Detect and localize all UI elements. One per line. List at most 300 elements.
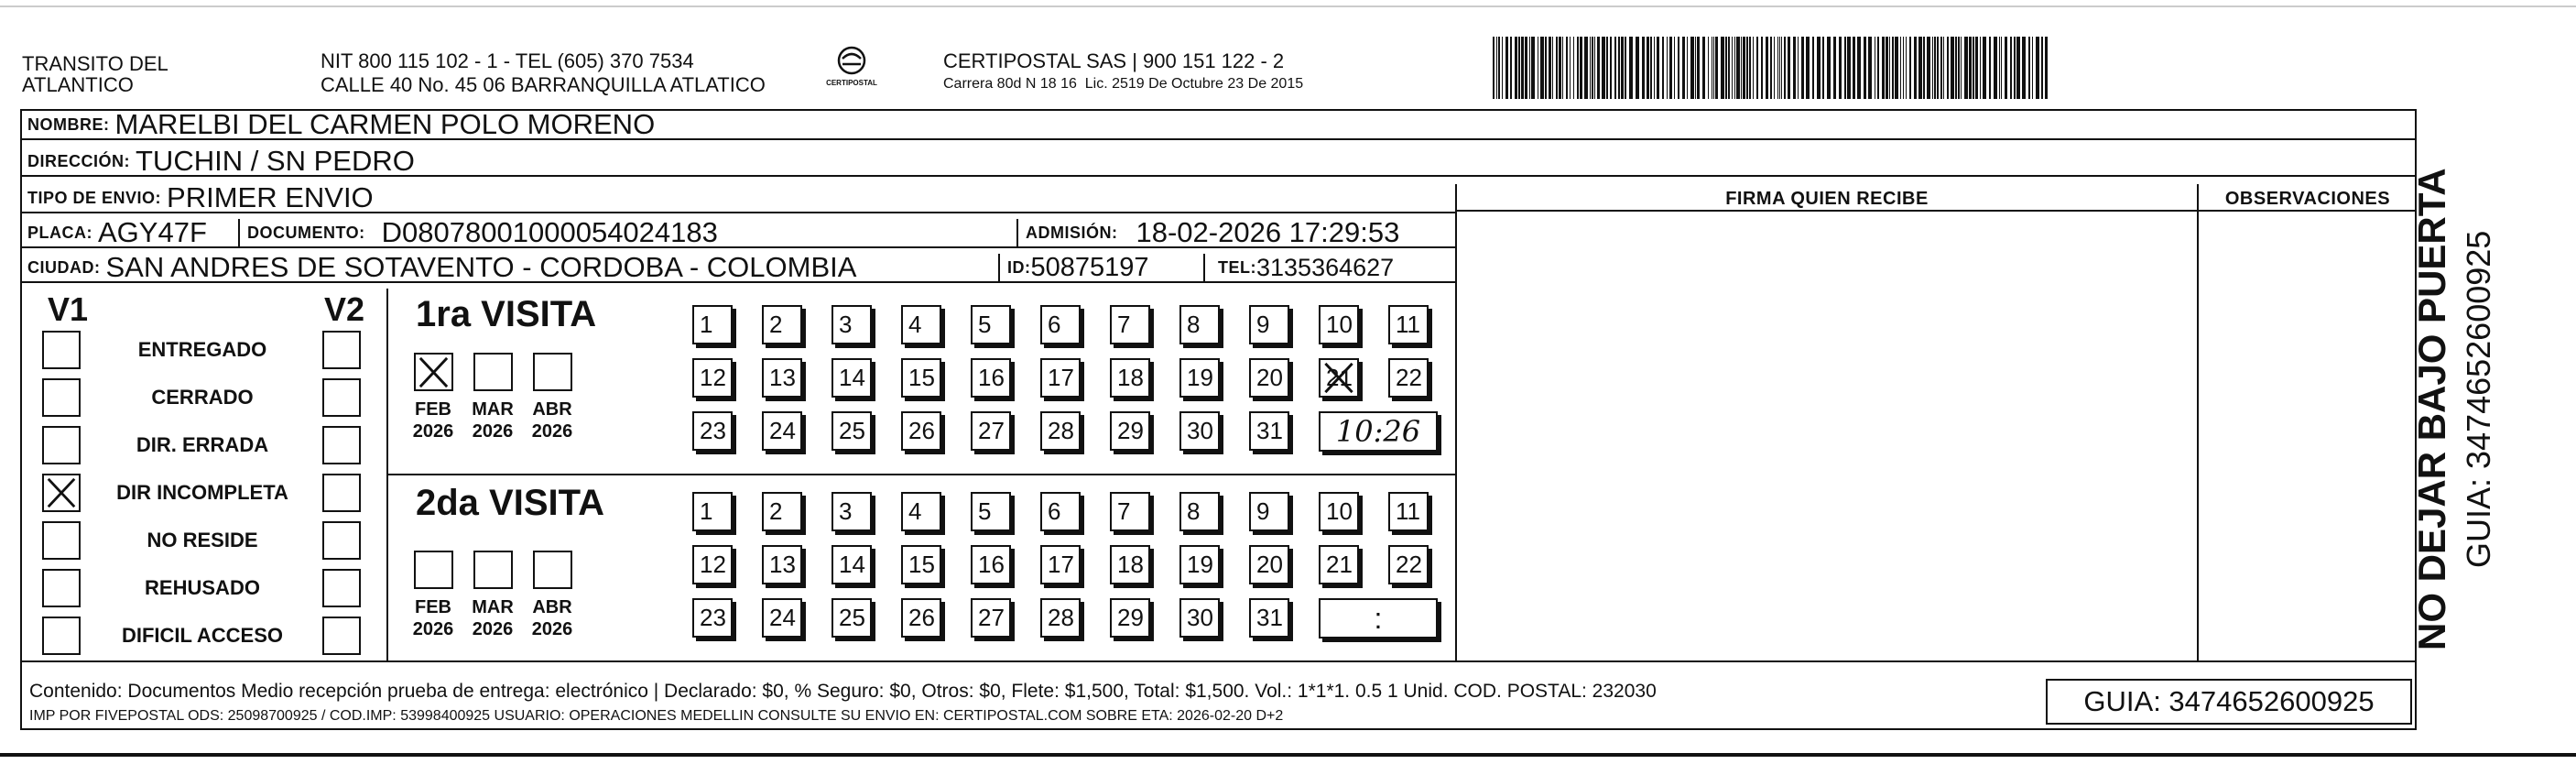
barcode-bar [1934, 37, 1936, 99]
v1-checkbox[interactable] [42, 617, 81, 655]
day-3[interactable] [831, 305, 872, 344]
tel-label: TEL: [1218, 257, 1256, 277]
day-15[interactable] [901, 358, 941, 398]
barcode-bar [1969, 37, 1972, 99]
day-22[interactable] [1388, 358, 1429, 398]
barcode-bar [1552, 37, 1553, 99]
footer-guia: GUIA: 3474652600925 [2046, 679, 2412, 725]
barcode-bar [1736, 37, 1740, 99]
barcode-bar [1708, 37, 1709, 99]
day-14[interactable] [831, 358, 872, 398]
barcode-bar [1777, 37, 1778, 99]
row-placa [22, 219, 1455, 248]
day-number: 28 [1048, 417, 1074, 444]
recipient-id: 50875197 [1030, 254, 1149, 282]
side-guia: GUIA: 3474652600925 [2460, 230, 2497, 568]
day-number: 11 [1396, 497, 1420, 525]
day-number: 3 [839, 311, 853, 338]
day-number: 26 [908, 417, 935, 444]
month-year: 2026 [412, 619, 454, 639]
day-number: 19 [1187, 364, 1213, 391]
barcode-bar [1545, 37, 1547, 99]
day-8[interactable] [1179, 305, 1220, 344]
day-number: 29 [1117, 417, 1144, 444]
day-20[interactable] [1249, 545, 1289, 584]
barcode-bar [1695, 37, 1696, 99]
day-number: 7 [1117, 497, 1131, 525]
day-12[interactable] [692, 358, 733, 398]
barcode-bar [1964, 37, 1968, 99]
row-tipo-envio [22, 184, 1455, 213]
barcode-bar [1943, 37, 1944, 99]
visit-time[interactable]: 10:26 [1319, 411, 1438, 452]
reason-label: DIFICIL ACCESO [121, 624, 283, 647]
placa-cell [22, 219, 240, 246]
day-21[interactable] [1319, 358, 1359, 398]
barcode-bar [1973, 37, 1974, 99]
barcode-bar [1734, 37, 1735, 99]
nombre-label: NOMBRE: [27, 115, 110, 134]
barcode-bar [1999, 37, 2000, 99]
barcode-bar [1502, 37, 1503, 99]
day-19[interactable] [1179, 358, 1220, 398]
v1-checkbox[interactable] [42, 521, 81, 560]
day-number: 13 [769, 551, 796, 578]
status-block [22, 289, 388, 660]
day-31[interactable] [1249, 411, 1289, 451]
barcode-bar [1614, 37, 1616, 99]
day-18[interactable] [1110, 358, 1150, 398]
day-number: 20 [1256, 551, 1283, 578]
plate-number: AGY47F [98, 219, 207, 248]
recipient-name: MARELBI DEL CARMEN POLO MORENO [114, 111, 656, 140]
id-cell [1000, 254, 1205, 281]
day-number: 22 [1396, 364, 1422, 391]
month-name: FEB [415, 597, 451, 617]
barcode-bar [1906, 37, 1907, 99]
v1-checkbox[interactable] [42, 474, 81, 512]
placa-label: PLACA: [27, 223, 92, 242]
month-checkbox[interactable] [473, 353, 513, 391]
barcode-bar [1779, 37, 1780, 99]
observations-area [2199, 212, 2417, 660]
barcode-bar [1625, 37, 1626, 99]
barcode-bar [1650, 37, 1652, 99]
barcode-bar [1909, 37, 1911, 99]
day-number: 27 [978, 604, 1005, 631]
day-10[interactable] [1319, 492, 1359, 531]
barcode-bar [1715, 37, 1718, 99]
barcode-bar [1525, 37, 1527, 99]
direccion-label: DIRECCIÓN: [27, 151, 130, 170]
document-number: D08078001000054024183 [381, 219, 718, 248]
day-number: 11 [1396, 311, 1420, 338]
barcode-bar [1753, 37, 1754, 99]
day-20[interactable] [1249, 358, 1289, 398]
day-number: 7 [1117, 311, 1131, 338]
row-direccion [22, 147, 2415, 177]
day-12[interactable] [692, 545, 733, 584]
barcode-bar [1781, 37, 1782, 99]
row-ciudad [22, 254, 1455, 283]
day-4[interactable] [901, 492, 941, 531]
barcode-bar [1610, 37, 1612, 99]
day-number: 14 [839, 364, 865, 391]
top-edge-line [0, 5, 2576, 7]
day-30[interactable] [1179, 598, 1220, 638]
barcode-bar [1510, 37, 1512, 99]
barcode-bar [1515, 37, 1517, 99]
day-31[interactable] [1249, 598, 1289, 638]
footer-contenido: Contenido: Documentos Medio recepción prueba de entrega: electrónico | Declarado: $0, % Seguro: $0, Otros: $0, Flete: $1,500, Total: $1,500. Vol.: 1*1*1. 0.5 1 Unid. COD. POSTAL: 232030 [29, 681, 1657, 702]
footer-imp: IMP POR FIVEPOSTAL ODS: 25098700925 / COD.IMP: 53998400925 USUARIO: OPERACIONES MEDELLIN CONSULTE SU ENVIO EN: CERTIPOSTAL.COM SOBRE ETA: 2026-02-20 D+2 [29, 708, 1284, 724]
firma-header: FIRMA QUIEN RECIBE [1725, 189, 1929, 209]
barcode-bar [1618, 37, 1620, 99]
day-number: 2 [769, 311, 783, 338]
visit-time[interactable]: : [1319, 598, 1438, 638]
day-number: 19 [1187, 551, 1213, 578]
barcode-bar [1940, 37, 1942, 99]
barcode-bar [1784, 37, 1786, 99]
month-checkbox[interactable] [533, 551, 572, 589]
bottom-edge-line [0, 753, 2576, 757]
day-7[interactable] [1110, 492, 1150, 531]
barcode-bar [1989, 37, 1991, 99]
month-name: ABR [532, 399, 572, 420]
barcode-bar [2028, 37, 2030, 99]
v1-checkbox[interactable] [42, 378, 81, 417]
day-number: 4 [908, 311, 922, 338]
sender-nit: NIT 800 115 102 - 1 - TEL (605) 370 7534 [321, 49, 694, 72]
day-number: 31 [1256, 417, 1283, 444]
barcode-bar [1636, 37, 1639, 99]
day-28[interactable] [1040, 598, 1081, 638]
month-label [401, 596, 465, 640]
barcode-bar [1812, 37, 1814, 99]
day-16[interactable] [971, 545, 1011, 584]
day-number: 23 [700, 604, 726, 631]
day-number: 12 [700, 551, 726, 578]
delivery-form [20, 109, 2417, 730]
day-8[interactable] [1179, 492, 1220, 531]
day-number: 21 [1326, 551, 1353, 578]
day-number: 25 [839, 604, 865, 631]
barcode-bar [1592, 37, 1593, 99]
day-number: 24 [769, 417, 796, 444]
day-number: 15 [908, 364, 935, 391]
month-label [520, 596, 584, 640]
day-number: 30 [1187, 604, 1213, 631]
day-6[interactable] [1040, 305, 1081, 344]
barcode-bar [1766, 37, 1768, 99]
second-visit [388, 475, 1455, 660]
day-18[interactable] [1110, 545, 1150, 584]
barcode-bar [1577, 37, 1579, 99]
barcode-bar [1580, 37, 1582, 99]
barcode-bar [1847, 37, 1851, 99]
second-visit-title: 2da VISITA [416, 483, 604, 523]
day-number: 10 [1326, 311, 1353, 338]
day-16[interactable] [971, 358, 1011, 398]
month-label [461, 596, 525, 640]
side-notice: NO DEJAR BAJO PUERTA [2410, 168, 2453, 650]
barcode-bar [1678, 37, 1679, 99]
barcode-bar [1573, 37, 1574, 99]
admision-cell [1018, 219, 1455, 246]
day-14[interactable] [831, 545, 872, 584]
barcode-bar [1647, 37, 1649, 99]
barcode-bar [1937, 37, 1939, 99]
barcode-bar [1932, 37, 1933, 99]
reason-label: ENTREGADO [137, 338, 267, 361]
day-29[interactable] [1110, 411, 1150, 451]
day-11[interactable] [1388, 305, 1429, 344]
check-x-icon [44, 475, 79, 510]
barcode-bar [1629, 37, 1633, 99]
footer-line [22, 660, 2415, 662]
v2-checkbox[interactable] [322, 474, 361, 512]
month-checkbox[interactable] [414, 353, 453, 391]
barcode-bar [2036, 37, 2039, 99]
barcode-bar [1749, 37, 1751, 99]
barcode-bar [1853, 37, 1855, 99]
day-5[interactable] [971, 492, 1011, 531]
sender-name-line2: ATLANTICO [22, 73, 134, 96]
v1-checkbox[interactable] [42, 331, 81, 369]
barcode-bar [1667, 37, 1668, 99]
day-2[interactable] [762, 492, 802, 531]
ciudad-label: CIUDAD: [27, 257, 101, 277]
v2-checkbox[interactable] [322, 569, 361, 607]
month-name: ABR [532, 597, 572, 617]
day-2[interactable] [762, 305, 802, 344]
tipo-envio-label: TIPO DE ENVIO: [27, 188, 162, 207]
id-label: ID: [1007, 257, 1031, 277]
month-checkbox[interactable] [473, 551, 513, 589]
barcode-bar [1994, 37, 1997, 99]
month-year: 2026 [472, 619, 514, 639]
barcode-bar [1594, 37, 1595, 99]
day-25[interactable] [831, 598, 872, 638]
day-number: 30 [1187, 417, 1213, 444]
day-number: 13 [769, 364, 796, 391]
v2-checkbox[interactable] [322, 331, 361, 369]
barcode-bar [1793, 37, 1796, 99]
day-28[interactable] [1040, 411, 1081, 451]
day-5[interactable] [971, 305, 1011, 344]
day-24[interactable] [762, 598, 802, 638]
day-10[interactable] [1319, 305, 1359, 344]
day-number: 17 [1048, 364, 1074, 391]
day-number: 15 [908, 551, 935, 578]
barcode-bar [1505, 37, 1508, 99]
barcode-bar [1621, 37, 1624, 99]
barcode-bar [1833, 37, 1836, 99]
barcode-bar [1801, 37, 1804, 99]
barcode-bar [1975, 37, 1978, 99]
month-name: MAR [472, 399, 514, 420]
day-number: 5 [978, 497, 992, 525]
barcode-bar [1496, 37, 1497, 99]
courier-license: Carrera 80d N 18 16 Lic. 2519 De Octubre 23 De 2015 [943, 76, 1304, 92]
barcode-bar [1590, 37, 1591, 99]
day-24[interactable] [762, 411, 802, 451]
recipient-address: TUCHIN / SN PEDRO [136, 147, 415, 177]
barcode-bar [1642, 37, 1645, 99]
documento-cell [240, 219, 1018, 246]
day-13[interactable] [762, 545, 802, 584]
day-29[interactable] [1110, 598, 1150, 638]
barcode-bar [1947, 37, 1949, 99]
day-19[interactable] [1179, 545, 1220, 584]
barcode-bar [1900, 37, 1901, 99]
barcode-bar [1983, 37, 1986, 99]
barcode-bar [1498, 37, 1500, 99]
check-x-icon [416, 355, 451, 390]
certipostal-logo-icon [820, 44, 884, 97]
signature-area [1457, 212, 2197, 660]
barcode-bar [1540, 37, 1544, 99]
barcode-bar [1788, 37, 1790, 99]
reason-label: NO RESIDE [147, 529, 258, 551]
month-checkbox[interactable] [533, 353, 572, 391]
v1-checkbox[interactable] [42, 426, 81, 464]
day-17[interactable] [1040, 358, 1081, 398]
day-6[interactable] [1040, 492, 1081, 531]
barcode-bar [1674, 37, 1675, 99]
visits-block [388, 289, 1455, 660]
barcode-bar [1743, 37, 1745, 99]
day-7[interactable] [1110, 305, 1150, 344]
day-number: 6 [1048, 497, 1061, 525]
barcode-bar [1761, 37, 1763, 99]
day-13[interactable] [762, 358, 802, 398]
day-22[interactable] [1388, 545, 1429, 584]
day-number: 1 [700, 497, 713, 525]
barcode [1493, 37, 2051, 99]
first-visit [388, 289, 1455, 474]
observaciones-header: OBSERVACIONES [2224, 189, 2391, 209]
barcode-bar [1529, 37, 1530, 99]
barcode-bar [1741, 37, 1742, 99]
day-number: 25 [839, 417, 865, 444]
barcode-bar [2016, 37, 2020, 99]
barcode-bar [1839, 37, 1842, 99]
barcode-bar [1822, 37, 1824, 99]
month-checkbox[interactable] [414, 551, 453, 589]
courier-name: CERTIPOSTAL SAS | 900 151 122 - 2 [943, 49, 1285, 72]
day-25[interactable] [831, 411, 872, 451]
day-1[interactable] [692, 492, 733, 531]
day-1[interactable] [692, 305, 733, 344]
barcode-bar [1657, 37, 1659, 99]
barcode-bar [1518, 37, 1520, 99]
barcode-bar [1868, 37, 1872, 99]
barcode-bar [1584, 37, 1588, 99]
row-nombre [22, 111, 2415, 140]
barcode-bar [1559, 37, 1561, 99]
day-30[interactable] [1179, 411, 1220, 451]
barcode-bar [1774, 37, 1775, 99]
day-11[interactable] [1388, 492, 1429, 531]
tel-cell [1205, 254, 1455, 281]
day-number: 5 [978, 311, 992, 338]
v2-checkbox[interactable] [322, 521, 361, 560]
barcode-bar [2014, 37, 2016, 99]
barcode-bar [1806, 37, 1810, 99]
barcode-bar [2010, 37, 2012, 99]
day-number: 9 [1256, 497, 1270, 525]
day-17[interactable] [1040, 545, 1081, 584]
day-4[interactable] [901, 305, 941, 344]
barcode-bar [1980, 37, 1981, 99]
barcode-bar [1903, 37, 1904, 99]
barcode-bar [1756, 37, 1758, 99]
barcode-bar [1713, 37, 1714, 99]
day-23[interactable] [692, 598, 733, 638]
day-number: 18 [1117, 364, 1144, 391]
check-x-icon [1321, 360, 1357, 396]
reason-label: REHUSADO [145, 576, 260, 599]
day-number: 31 [1256, 604, 1283, 631]
v2-checkbox[interactable] [322, 378, 361, 417]
barcode-bar [1549, 37, 1551, 99]
barcode-bar [1728, 37, 1730, 99]
day-3[interactable] [831, 492, 872, 531]
barcode-bar [1895, 37, 1898, 99]
barcode-bar [1521, 37, 1524, 99]
barcode-bar [1690, 37, 1694, 99]
v2-checkbox[interactable] [322, 426, 361, 464]
day-number: 20 [1256, 364, 1283, 391]
barcode-bar [1817, 37, 1821, 99]
barcode-bar [2005, 37, 2007, 99]
barcode-bar [1654, 37, 1655, 99]
day-27[interactable] [971, 598, 1011, 638]
day-9[interactable] [1249, 492, 1289, 531]
day-9[interactable] [1249, 305, 1289, 344]
month-name: FEB [415, 399, 451, 420]
barcode-bar [1877, 37, 1879, 99]
city: SAN ANDRES DE SOTAVENTO - CORDOBA - COLOMBIA [105, 254, 857, 283]
admision-label: ADMISIÓN: [1026, 223, 1118, 242]
barcode-bar [1927, 37, 1930, 99]
shipment-type: PRIMER ENVIO [167, 184, 374, 213]
barcode-bar [1566, 37, 1568, 99]
day-26[interactable] [901, 411, 941, 451]
barcode-bar [1886, 37, 1888, 99]
day-27[interactable] [971, 411, 1011, 451]
day-number: 16 [978, 551, 1005, 578]
month-year: 2026 [472, 421, 514, 442]
day-15[interactable] [901, 545, 941, 584]
month-year: 2026 [531, 619, 573, 639]
barcode-bar [1725, 37, 1727, 99]
v2-checkbox[interactable] [322, 617, 361, 655]
day-23[interactable] [692, 411, 733, 451]
month-label [401, 398, 465, 442]
reason-label: DIR. ERRADA [136, 433, 269, 456]
day-number: 10 [1326, 497, 1353, 525]
barcode-bar [1556, 37, 1558, 99]
day-number: 8 [1187, 311, 1201, 338]
barcode-bar [1798, 37, 1799, 99]
day-21[interactable] [1319, 545, 1359, 584]
v1-checkbox[interactable] [42, 569, 81, 607]
day-number: 3 [839, 497, 853, 525]
day-26[interactable] [901, 598, 941, 638]
barcode-bar [1770, 37, 1772, 99]
